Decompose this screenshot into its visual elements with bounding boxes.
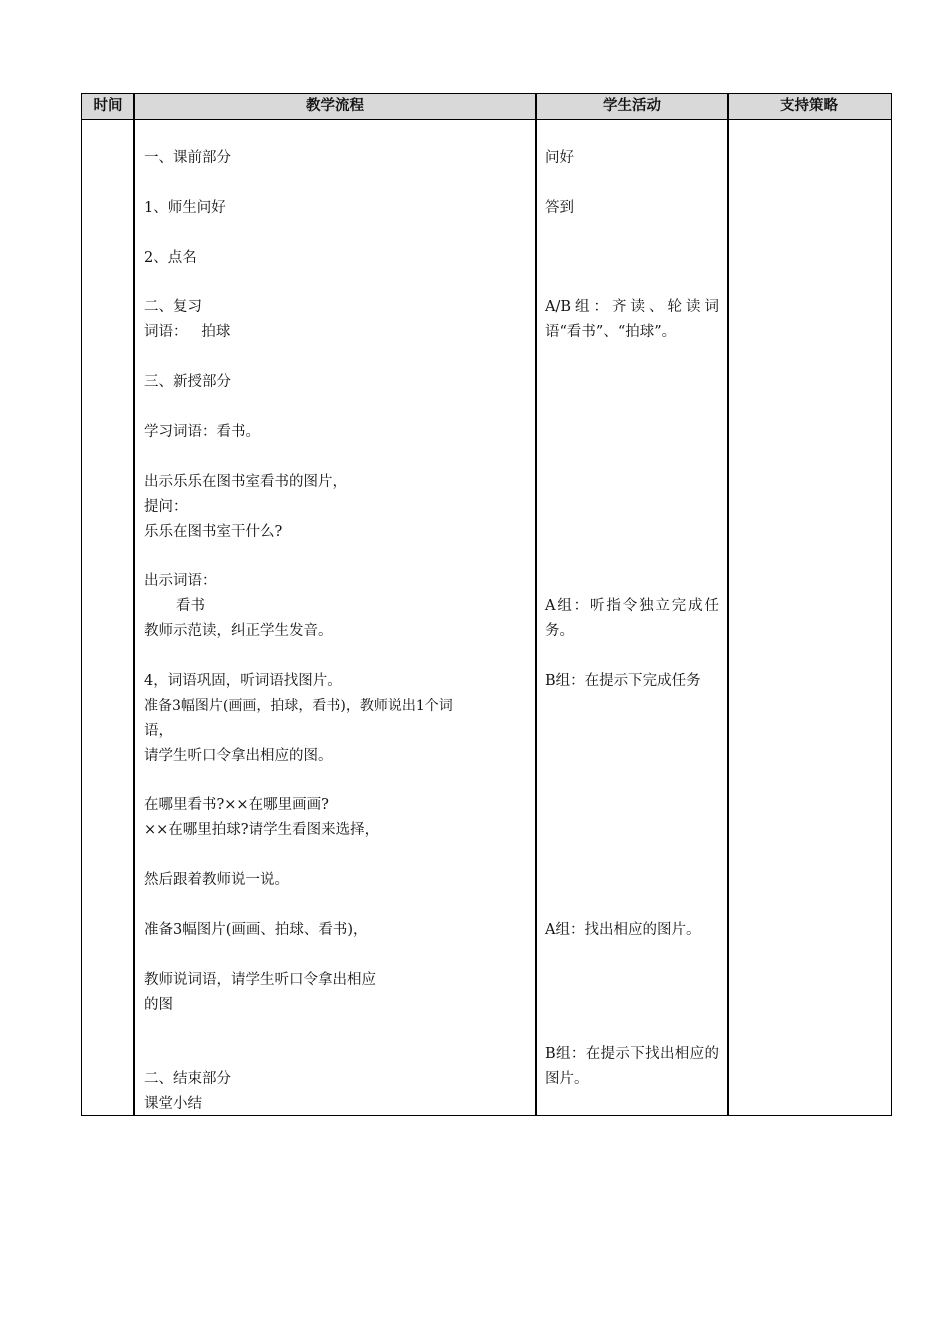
process-line: 教师说词语，请学生听口令拿出相应 xyxy=(144,972,376,988)
process-line: 在哪里看书?××在哪里画画? xyxy=(144,797,329,813)
column-divider xyxy=(133,94,135,1115)
process-line: 看书 xyxy=(176,598,205,614)
process-line: 1、师生问好 xyxy=(144,200,226,216)
process-line: 一、课前部分 xyxy=(144,150,231,166)
activity-text: A组：听指令独立完成任务。 xyxy=(545,598,719,639)
process-line: 语， xyxy=(144,723,173,739)
header-activity: 学生活动 xyxy=(603,98,661,114)
process-line: 三、新授部分 xyxy=(144,374,231,390)
process-line: 请学生听口令拿出相应的图。 xyxy=(144,748,333,764)
process-line: 乐乐在图书室干什么? xyxy=(144,524,283,540)
process-line: 二、结束部分 xyxy=(144,1071,231,1087)
process-line: 教师示范读，纠正学生发音。 xyxy=(144,623,333,639)
process-line: 准备3幅图片(画画，拍球，看书)，教师说出1个词 xyxy=(144,698,453,714)
table-header-row xyxy=(82,94,891,120)
process-line: 然后跟着教师说一说。 xyxy=(144,872,289,888)
header-process: 教学流程 xyxy=(306,98,364,114)
process-line: 2、点名 xyxy=(144,250,197,266)
header-time: 时间 xyxy=(93,98,123,114)
process-line: ××在哪里拍球?请学生看图来选择， xyxy=(144,822,380,838)
lesson-plan-table xyxy=(81,93,892,1116)
process-line: 4，词语巩固，听词语找图片。 xyxy=(144,673,342,689)
activity-text: 答到 xyxy=(545,200,574,216)
process-line: 二、复习 xyxy=(144,299,202,315)
process-line: 准备3幅图片(画画、拍球、看书)， xyxy=(144,922,368,938)
process-line: 课堂小结 xyxy=(144,1096,202,1112)
process-line: 出示词语： xyxy=(144,573,217,589)
process-line: 出示乐乐在图书室看书的图片， xyxy=(144,474,347,490)
activity-text: A组：找出相应的图片。 xyxy=(545,922,701,938)
process-line: 的图 xyxy=(144,997,173,1013)
activity-text: B组：在提示下找出相应的图片。 xyxy=(545,1046,719,1087)
process-line: 学习词语：看书。 xyxy=(144,424,260,440)
column-divider xyxy=(535,94,537,1115)
header-strategy: 支持策略 xyxy=(780,98,838,114)
activity-text: A/B组：齐读、轮读词语“看书”、“拍球”。 xyxy=(545,299,719,340)
activity-text: 问好 xyxy=(545,150,574,166)
process-line: 提问： xyxy=(144,499,188,515)
activity-text: B组：在提示下完成任务 xyxy=(545,673,701,689)
process-line: 词语： 拍球 xyxy=(144,324,231,340)
column-divider xyxy=(727,94,729,1115)
